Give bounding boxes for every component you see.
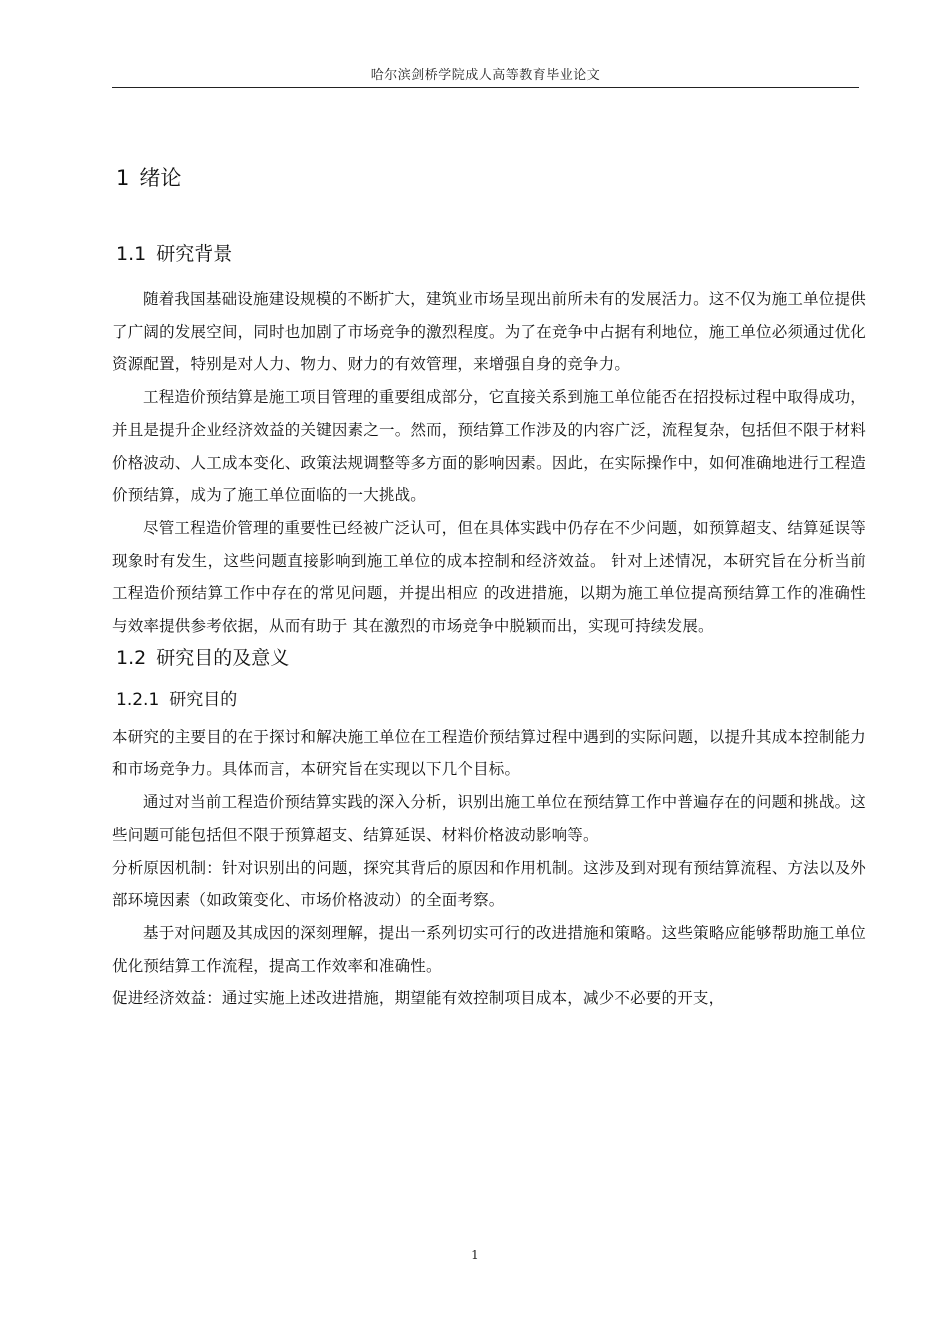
- running-header: 哈尔滨剑桥学院成人高等教育毕业论文: [370, 68, 601, 83]
- chapter-number: 1: [116, 166, 130, 190]
- section-heading-1-2: [116, 643, 866, 673]
- chapter-title: 绪论: [139, 166, 182, 190]
- subsection-number: 1.2.1: [116, 689, 160, 710]
- paragraph: 通过对当前工程造价预结算实践的深入分析，识别出施工单位在预结算工作中普遍存在的问题和挑战。这些问题可能包括但不限于预算超支、结算延误、材料价格波动影响等。: [112, 793, 866, 844]
- subsection-title: 研究目的: [169, 689, 238, 710]
- paragraph: 工程造价预结算是施工项目管理的重要组成部分，它直接关系到施工单位能否在招投标过程中取得成功，并且是提升企业经济效益的关键因素之一。然而，预结算工作涉及的内容广泛，流程复杂，包括但不限于材料价格波动、人工成本变化、政策法规调整等多方面的影响因素。因此，在实际操作中，如何准确地进行工程造价预结算，成为了施工单位面临的一大挑战。: [112, 388, 866, 505]
- page-number: 1: [471, 1248, 479, 1262]
- section-number: 1.1: [116, 243, 147, 265]
- paragraph: 促进经济效益：通过实施上述改进措施，期望能有效控制项目成本，减少不必要的开支，: [112, 989, 725, 1008]
- page-body: [112, 150, 866, 1015]
- paragraph: 本研究的主要目的在于探讨和解决施工单位在工程造价预结算过程中遇到的实际问题，以提升其成本控制能力和市场竞争力。具体而言，本研究旨在实现以下几个目标。: [112, 727, 866, 779]
- section-title: 研究目的及意义: [156, 646, 290, 669]
- paragraph: 基于对问题及其成因的深刻理解，提出一系列切实可行的改进措施和策略。这些策略应能够帮助施工单位优化预结算工作流程，提高工作效率和准确性。: [112, 923, 866, 975]
- section-title: 研究背景: [156, 243, 233, 265]
- section-heading-1-1: [116, 239, 866, 269]
- subsection-heading-1-2-1: [116, 685, 866, 715]
- chapter-heading: [116, 163, 866, 193]
- header-rule: [112, 87, 859, 88]
- paragraph: 随着我国基础设施建设规模的不断扩大，建筑业市场呈现出前所未有的发展活力。这不仅为施工单位提供了广阔的发展空间，同时也加剧了市场竞争的激烈程度。为了在竞争中占据有利地位，施工单位必须通过优化资源配置，特别是对人力、物力、财力的有效管理，来增强自身的竞争力。: [112, 290, 866, 374]
- paragraph: 尽管工程造价管理的重要性已经被广泛认可，但在具体实践中仍存在不少问题，如预算超支、结算延误等现象时有发生，这些问题直接影响到施工单位的成本控制和经济效益。 针对上述情况，本研究旨在分析当前工程造价预结算工作中存在的常见问题，并提出相应 的改进措施，以期为施工单位提高预结算工作的准确性与效率提供参考依据，从而有助于 其在激烈的市场竞争中脱颖而出，实现可持续发展。: [112, 518, 866, 636]
- section-number: 1.2: [116, 646, 147, 669]
- paragraph: 分析原因机制：针对识别出的问题，探究其背后的原因和作用机制。这涉及到对现有预结算流程、方法以及外部环境因素（如政策变化、市场价格波动）的全面考察。: [112, 858, 866, 910]
